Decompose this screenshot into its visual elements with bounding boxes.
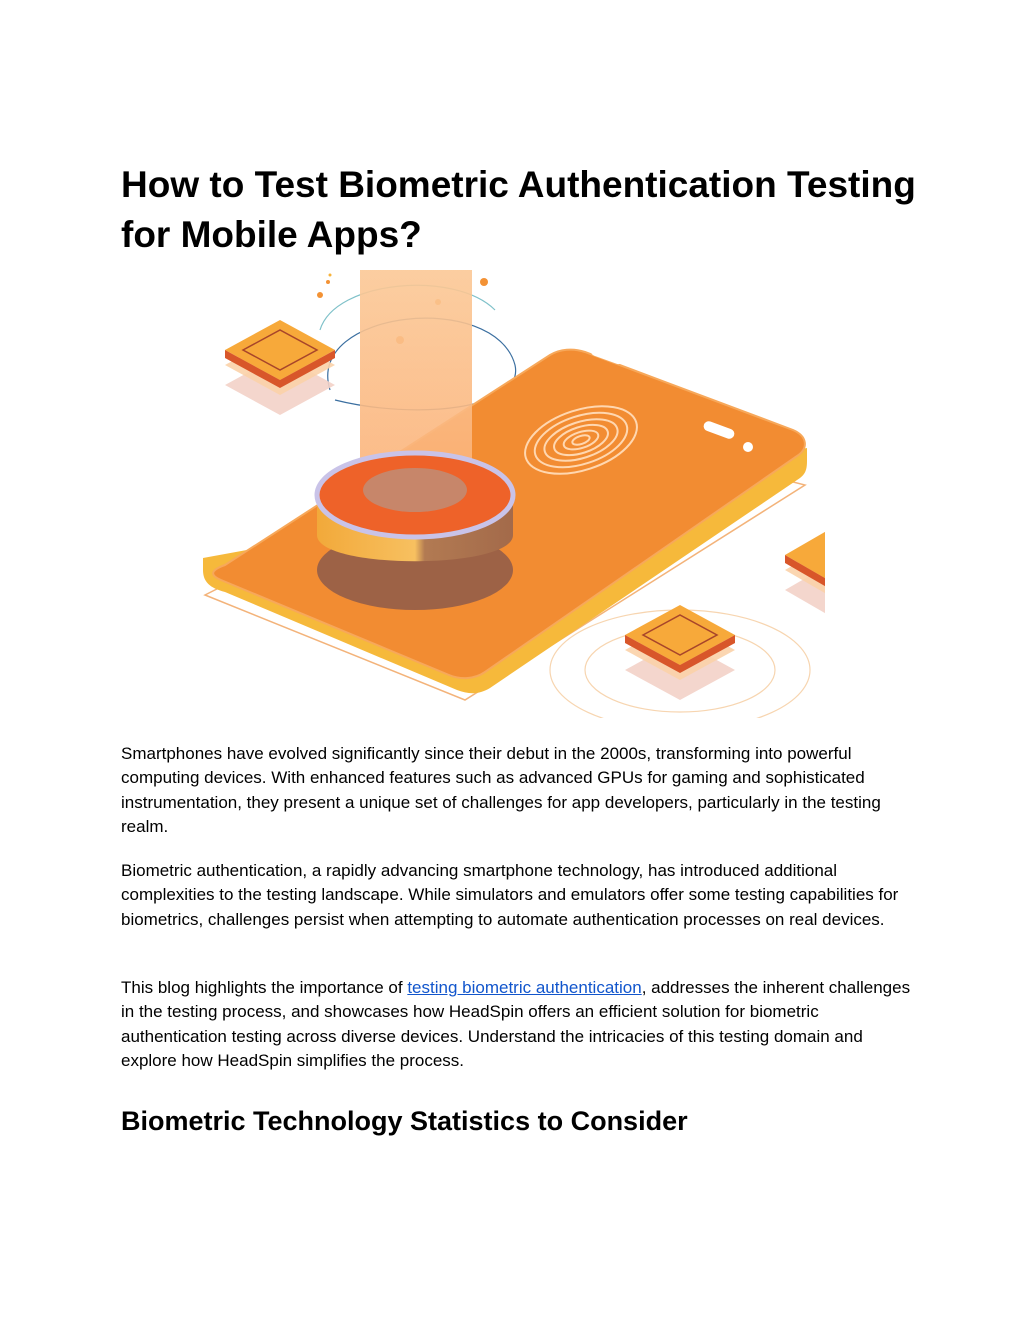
- chip-right: [785, 525, 825, 620]
- fingerprint-phone-icon: [195, 270, 825, 718]
- testing-biometric-authentication-link[interactable]: testing biometric authentication: [407, 978, 642, 997]
- intro-paragraph: Smartphones have evolved significantly since their debut in the 2000s, transforming into powerful computing devices. With enhanced features such as advanced GPUs for gaming and sophisticated instrumentation, they present a unique set of challenges for app developers, particularly in the testing realm.: [121, 744, 881, 837]
- page-title: How to Test Biometric Authentication Testing for Mobile Apps?: [121, 164, 916, 255]
- hero-illustration: [195, 270, 825, 718]
- chip-left: [225, 320, 335, 415]
- blog-summary-paragraph: [121, 976, 911, 1074]
- section-heading: Biometric Technology Statistics to Consider: [121, 1106, 688, 1136]
- paragraph-text-after-link: , addresses the inherent challenges in the testing process, and showcases how HeadSpin offers an efficient solution for biometric authentication testing across diverse devices. Understand the intricacies of this testing domain and explore how HeadSpin simplifies the process.: [121, 978, 911, 1071]
- biometric-paragraph: Biometric authentication, a rapidly advancing smartphone technology, has introduced additional complexities to the testing landscape. While simulators and emulators offer some testing capabilities for biometrics, challenges persist when attempting to automate authentication processes on real devices.: [121, 861, 899, 929]
- paragraph-text-before-link: This blog highlights the importance of: [121, 978, 408, 997]
